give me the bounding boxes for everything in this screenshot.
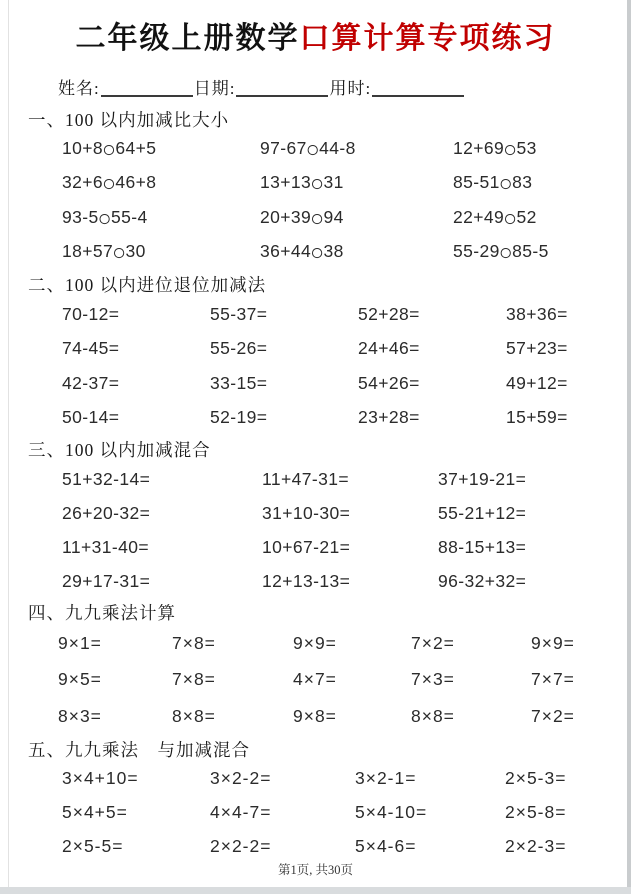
section-2-problems [62,297,603,435]
problem-cell: 74-45= [62,338,120,359]
problem-cell: 13+13○31 [260,170,344,197]
problem-cell: 2×2-3= [505,836,567,856]
section-4-problems [58,625,603,735]
problem-cell: 3×2-2= [210,768,272,788]
problem-cell: 70-12= [62,303,120,324]
problem-cell: 54+26= [358,372,420,393]
comparison-circle: ○ [310,204,325,231]
problem-cell: 55-26= [210,338,268,359]
problem-cell: 12+69○53 [453,135,537,162]
header-form [58,74,603,98]
problem-cell: 2×5-8= [505,802,567,822]
problem-cell: 10+8○64+5 [62,135,157,162]
comparison-circle: ○ [97,204,112,231]
time-blank-line [372,81,464,97]
problem-cell: 3×4+10= [62,768,139,788]
problem-cell: 9×9= [293,632,337,653]
section-heading-5: 五、九九乘法 与加减混合 [28,739,250,760]
problem-cell: 9×8= [293,705,337,726]
comparison-circle: ○ [112,239,127,266]
page-number-footer: 第1页, 共30页 [277,863,353,877]
page-edge-bottom [0,887,631,894]
date-label: 日期: [193,79,236,98]
section-5-problems [62,762,603,864]
problem-cell: 3×2-1= [355,768,417,788]
problem-cell: 96-32+32= [438,570,527,591]
title-red-part: 口算计算专项练习 [299,22,556,55]
comparison-circle: ○ [305,135,321,162]
problem-cell: 38+36= [506,303,568,324]
comparison-circle: ○ [498,239,514,266]
page-edge-left [8,0,9,894]
problem-cell: 2×5-3= [505,768,567,788]
problem-cell: 29+17-31= [62,570,151,591]
section-heading-2: 二、100 以内进位退位加减法 [28,275,267,295]
problem-cell: 42-37= [62,372,120,393]
name-label: 姓名: [58,79,100,98]
problem-cell: 50-14= [62,407,120,428]
problem-cell: 8×3= [58,705,102,726]
comparison-circle: ○ [503,135,518,162]
section-3-problems [62,462,603,598]
problem-cell: 7×2= [411,632,455,653]
problem-cell: 11+47-31= [262,468,349,489]
problem-cell: 85-51○83 [453,170,533,197]
problem-cell: 9×5= [58,669,102,690]
problem-cell: 7×8= [172,669,216,690]
comparison-circle: ○ [498,170,514,197]
problem-cell: 97-67○44-8 [260,135,356,162]
problem-cell: 31+10-30= [262,502,351,523]
problem-cell: 9×1= [58,632,102,653]
problem-cell: 15+59= [506,407,568,428]
problem-cell: 55-29○85-5 [453,239,549,266]
problem-cell: 8×8= [172,705,216,726]
problem-cell: 33-15= [210,372,268,393]
problem-cell: 55-37= [210,303,268,324]
problem-cell: 18+57○30 [62,239,146,266]
problem-cell: 5×4-10= [355,802,428,822]
problem-cell: 9×9= [531,632,575,653]
problem-cell: 4×7= [293,669,337,690]
comparison-circle: ○ [310,170,325,197]
problem-cell: 7×8= [172,632,216,653]
problem-cell: 23+28= [358,407,420,428]
comparison-circle: ○ [102,170,117,197]
time-label: 用时: [329,79,372,98]
problem-cell: 49+12= [506,372,568,393]
problem-cell: 7×7= [531,669,575,690]
problem-cell: 32+6○46+8 [62,170,157,197]
comparison-circle: ○ [310,239,325,266]
problem-cell: 57+23= [506,338,568,359]
problem-cell: 51+32-14= [62,468,151,489]
page-content [28,0,603,864]
problem-cell: 22+49○52 [453,204,537,231]
problem-cell: 10+67-21= [262,536,351,557]
section-heading-1: 一、100 以内加减比大小 [28,110,230,130]
section-1-problems [62,132,603,270]
problem-cell: 24+46= [358,338,420,359]
problem-cell: 7×2= [531,705,575,726]
problem-cell: 20+39○94 [260,204,344,231]
comparison-circle: ○ [102,135,117,162]
section-heading-3: 三、100 以内加减混合 [28,440,211,460]
problem-cell: 93-5○55-4 [62,204,148,231]
problem-cell: 2×2-2= [210,836,272,856]
problem-cell: 12+13-13= [262,570,351,591]
problem-cell: 5×4-6= [355,836,417,856]
problem-cell: 55-21+12= [438,502,527,523]
problem-cell: 37+19-21= [438,468,527,489]
date-blank-line [236,81,328,97]
problem-cell: 36+44○38 [260,239,344,266]
problem-cell: 26+20-32= [62,502,151,523]
name-blank-line [101,81,193,97]
problem-cell: 4×4-7= [210,802,272,822]
problem-cell: 52-19= [210,407,268,428]
problem-cell: 11+31-40= [62,536,149,557]
problem-cell: 52+28= [358,303,420,324]
page-edge-right [627,0,631,894]
comparison-circle: ○ [503,204,518,231]
problem-cell: 2×5-5= [62,836,124,856]
problem-cell: 5×4+5= [62,802,128,822]
problem-cell: 7×3= [411,669,455,690]
problem-cell: 8×8= [411,705,455,726]
page-title [28,18,603,60]
section-heading-4: 四、九九乘法计算 [28,603,176,623]
title-black-part: 二年级上册数学 [75,22,300,55]
problem-cell: 88-15+13= [438,536,527,557]
